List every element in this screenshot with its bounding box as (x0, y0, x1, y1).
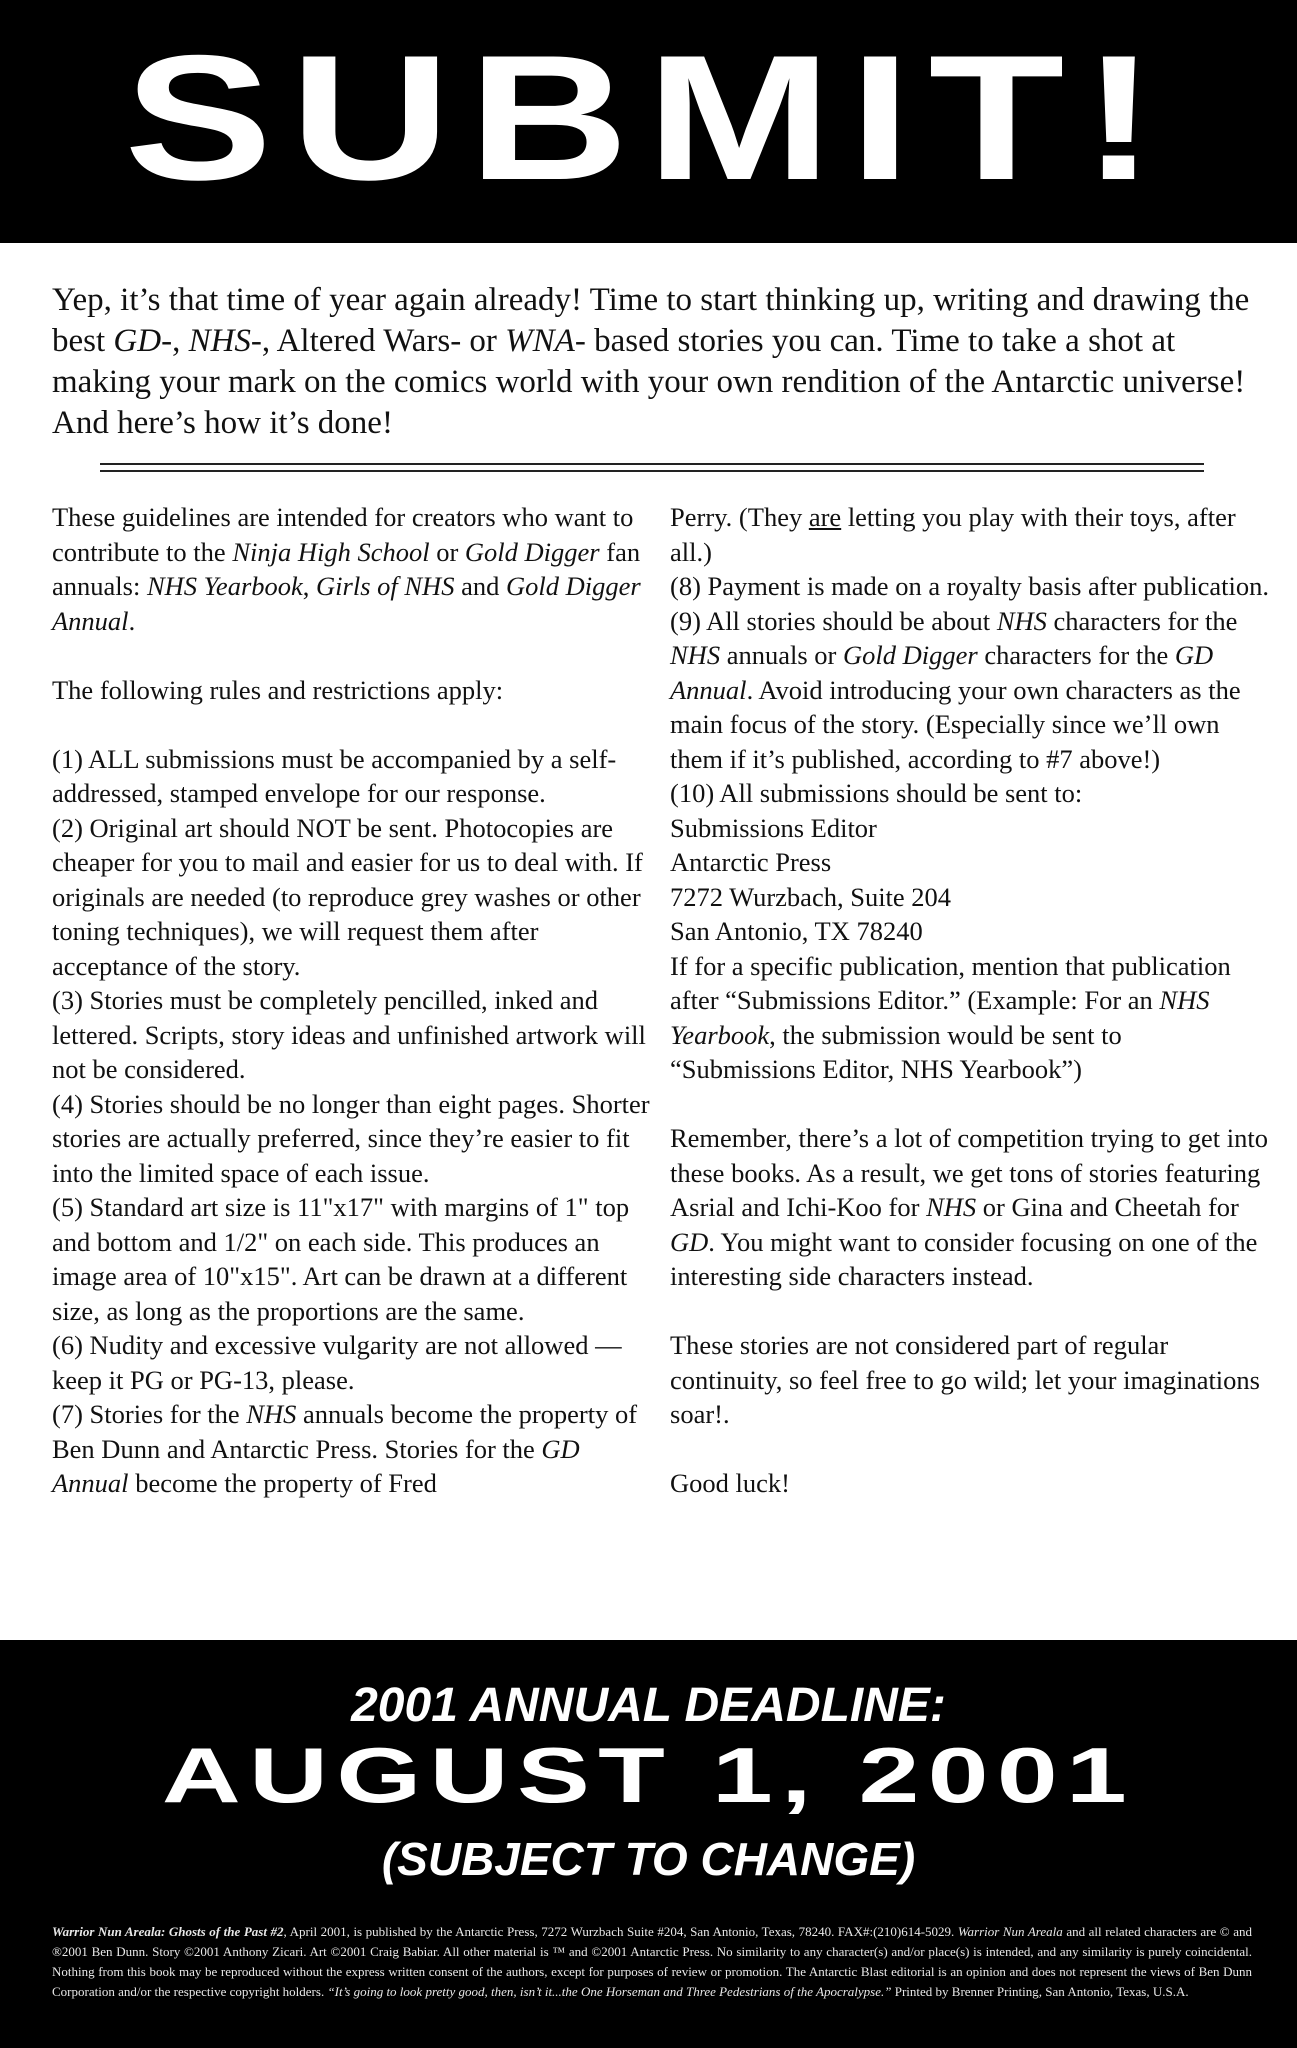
address-line-1: Submissions Editor (670, 812, 877, 843)
guidelines-intro: These guidelines are intended for creators who want to contribute to the Ninja High School or Gold Digger fan annuals: NHS Yearbook, Girls of NHS and Gold Digger Annual. (52, 502, 641, 636)
legal-fineprint: Warrior Nun Areala: Ghosts of the Past #2, April 2001, is published by the Antarctic Press, 7272 Wurzbach Suite #204, San Antonio, Texas, 78240. FAX#:(210)614-5029. Warrior Nun Areala and all related characters are © and ®2001 Ben Dunn. Story ©2001 Anthony Zicari. Art ©2001 Craig Babiar. All other material is ™ and ©2001 Antarctic Press. No similarity to any character(s) and/or place(s) is intended, and any similarity is purely coincidental. Nothing from this book may be reproduced without the express written consent of the authors, except for purposes of review or promotion. The Antarctic Blast editorial is an opinion and does not represent the views of Ben Dunn Corporation and/or the respective copyright holders. “It’s going to look pretty good, then, isn’t it...the One Horseman and Three Pedestrians of the Apocralypse.” Printed by Brenner Printing, San Antonio, Texas, U.S.A. (52, 1924, 1253, 1999)
deadline-banner (0, 1640, 1297, 2048)
continuity-paragraph: These stories are not considered part of regular continuity, so feel free to go wild; let your imaginations soar!. (670, 1330, 1260, 1429)
right-column (670, 500, 1270, 1501)
divider-rule-bottom (100, 470, 1204, 472)
rule-3: (3) Stories must be completely pencilled, inked and lettered. Scripts, story ideas and unfinished artwork will not be considered. (52, 985, 646, 1084)
rule-1: (1) ALL submissions must be accompanied by a self-addressed, stamped envelope for our response. (52, 743, 617, 808)
address-line-4: San Antonio, TX 78240 (670, 916, 923, 946)
rules-heading: The following rules and restrictions apply: (52, 674, 504, 705)
rule-2: (2) Original art should NOT be sent. Photocopies are cheaper for you to mail and easier for us to deal with. If originals are needed (to reproduce grey washes or other toning techniques), we will request them after acceptance of the story. (52, 812, 643, 981)
rule-6: (6) Nudity and excessive vulgarity are not allowed — keep it PG or PG-13, please. (52, 1330, 622, 1395)
rule-10: (10) All submissions should be sent to: (670, 778, 1083, 808)
deadline-note: (SUBJECT TO CHANGE) (381, 1833, 916, 1885)
address-line-2: Antarctic Press (670, 847, 832, 877)
good-luck: Good luck! (670, 1468, 790, 1498)
rule-5: (5) Standard art size is 11"x17" with margins of 1" top and bottom and 1/2" on each side. This produces an image area of 10"x15". Art can be drawn at a different size, as long as the proportions are the same. (52, 1192, 630, 1326)
specific-publication-note: If for a specific publication, mention that publication after “Submissions Editor.” (Example: For an NHS Yearbook, the submission would be sent to “Submissions Editor, NHS Yearbook”) (670, 950, 1231, 1084)
rule-4: (4) Stories should be no longer than eight pages. Shorter stories are actually preferred, since they’re easier to fit into the limited space of each issue. (52, 1088, 650, 1188)
deadline-label: 2001 ANNUAL DEADLINE: (351, 1679, 946, 1732)
divider-rule-top (100, 463, 1204, 465)
rule-9: (9) All stories should be about NHS characters for the NHS annuals or Gold Digger characters for the GD Annual. Avoid introducing your own characters as the main focus of the story. (Especially since we’ll own them if it’s published, according to #7 above!) (670, 605, 1241, 774)
competition-paragraph: Remember, there’s a lot of competition trying to get into these books. As a result, we get tons of stories featuring Asrial and Ichi-Koo for NHS or Gina and Cheetah for GD. You might want to consider focusing on one of the interesting side characters instead. (670, 1123, 1268, 1291)
left-column (52, 500, 652, 1501)
rule-7-continued: Perry. (They are letting you play with their toys, after all.) (670, 502, 1236, 567)
address-line-3: 7272 Wurzbach, Suite 204 (670, 881, 952, 912)
rule-7: (7) Stories for the NHS annuals become the property of Ben Dunn and Antarctic Press. Stories for the GD Annual become the property of Fred (52, 1399, 638, 1498)
header-banner (0, 0, 1297, 243)
deadline-date: AUGUST 1, 2001 (161, 1731, 1136, 1819)
intro-paragraph: Yep, it’s that time of year again already! Time to start thinking up, writing and drawing the best GD-, NHS-, Altered Wars- or WNA- based stories you can. Time to take a shot at making your mark on the comics world with your own rendition of the Antarctic universe! And here’s how it’s done! (52, 282, 1250, 441)
rule-8: (8) Payment is made on a royalty basis after publication. (670, 571, 1270, 601)
page-title: SUBMIT! (123, 17, 1174, 217)
